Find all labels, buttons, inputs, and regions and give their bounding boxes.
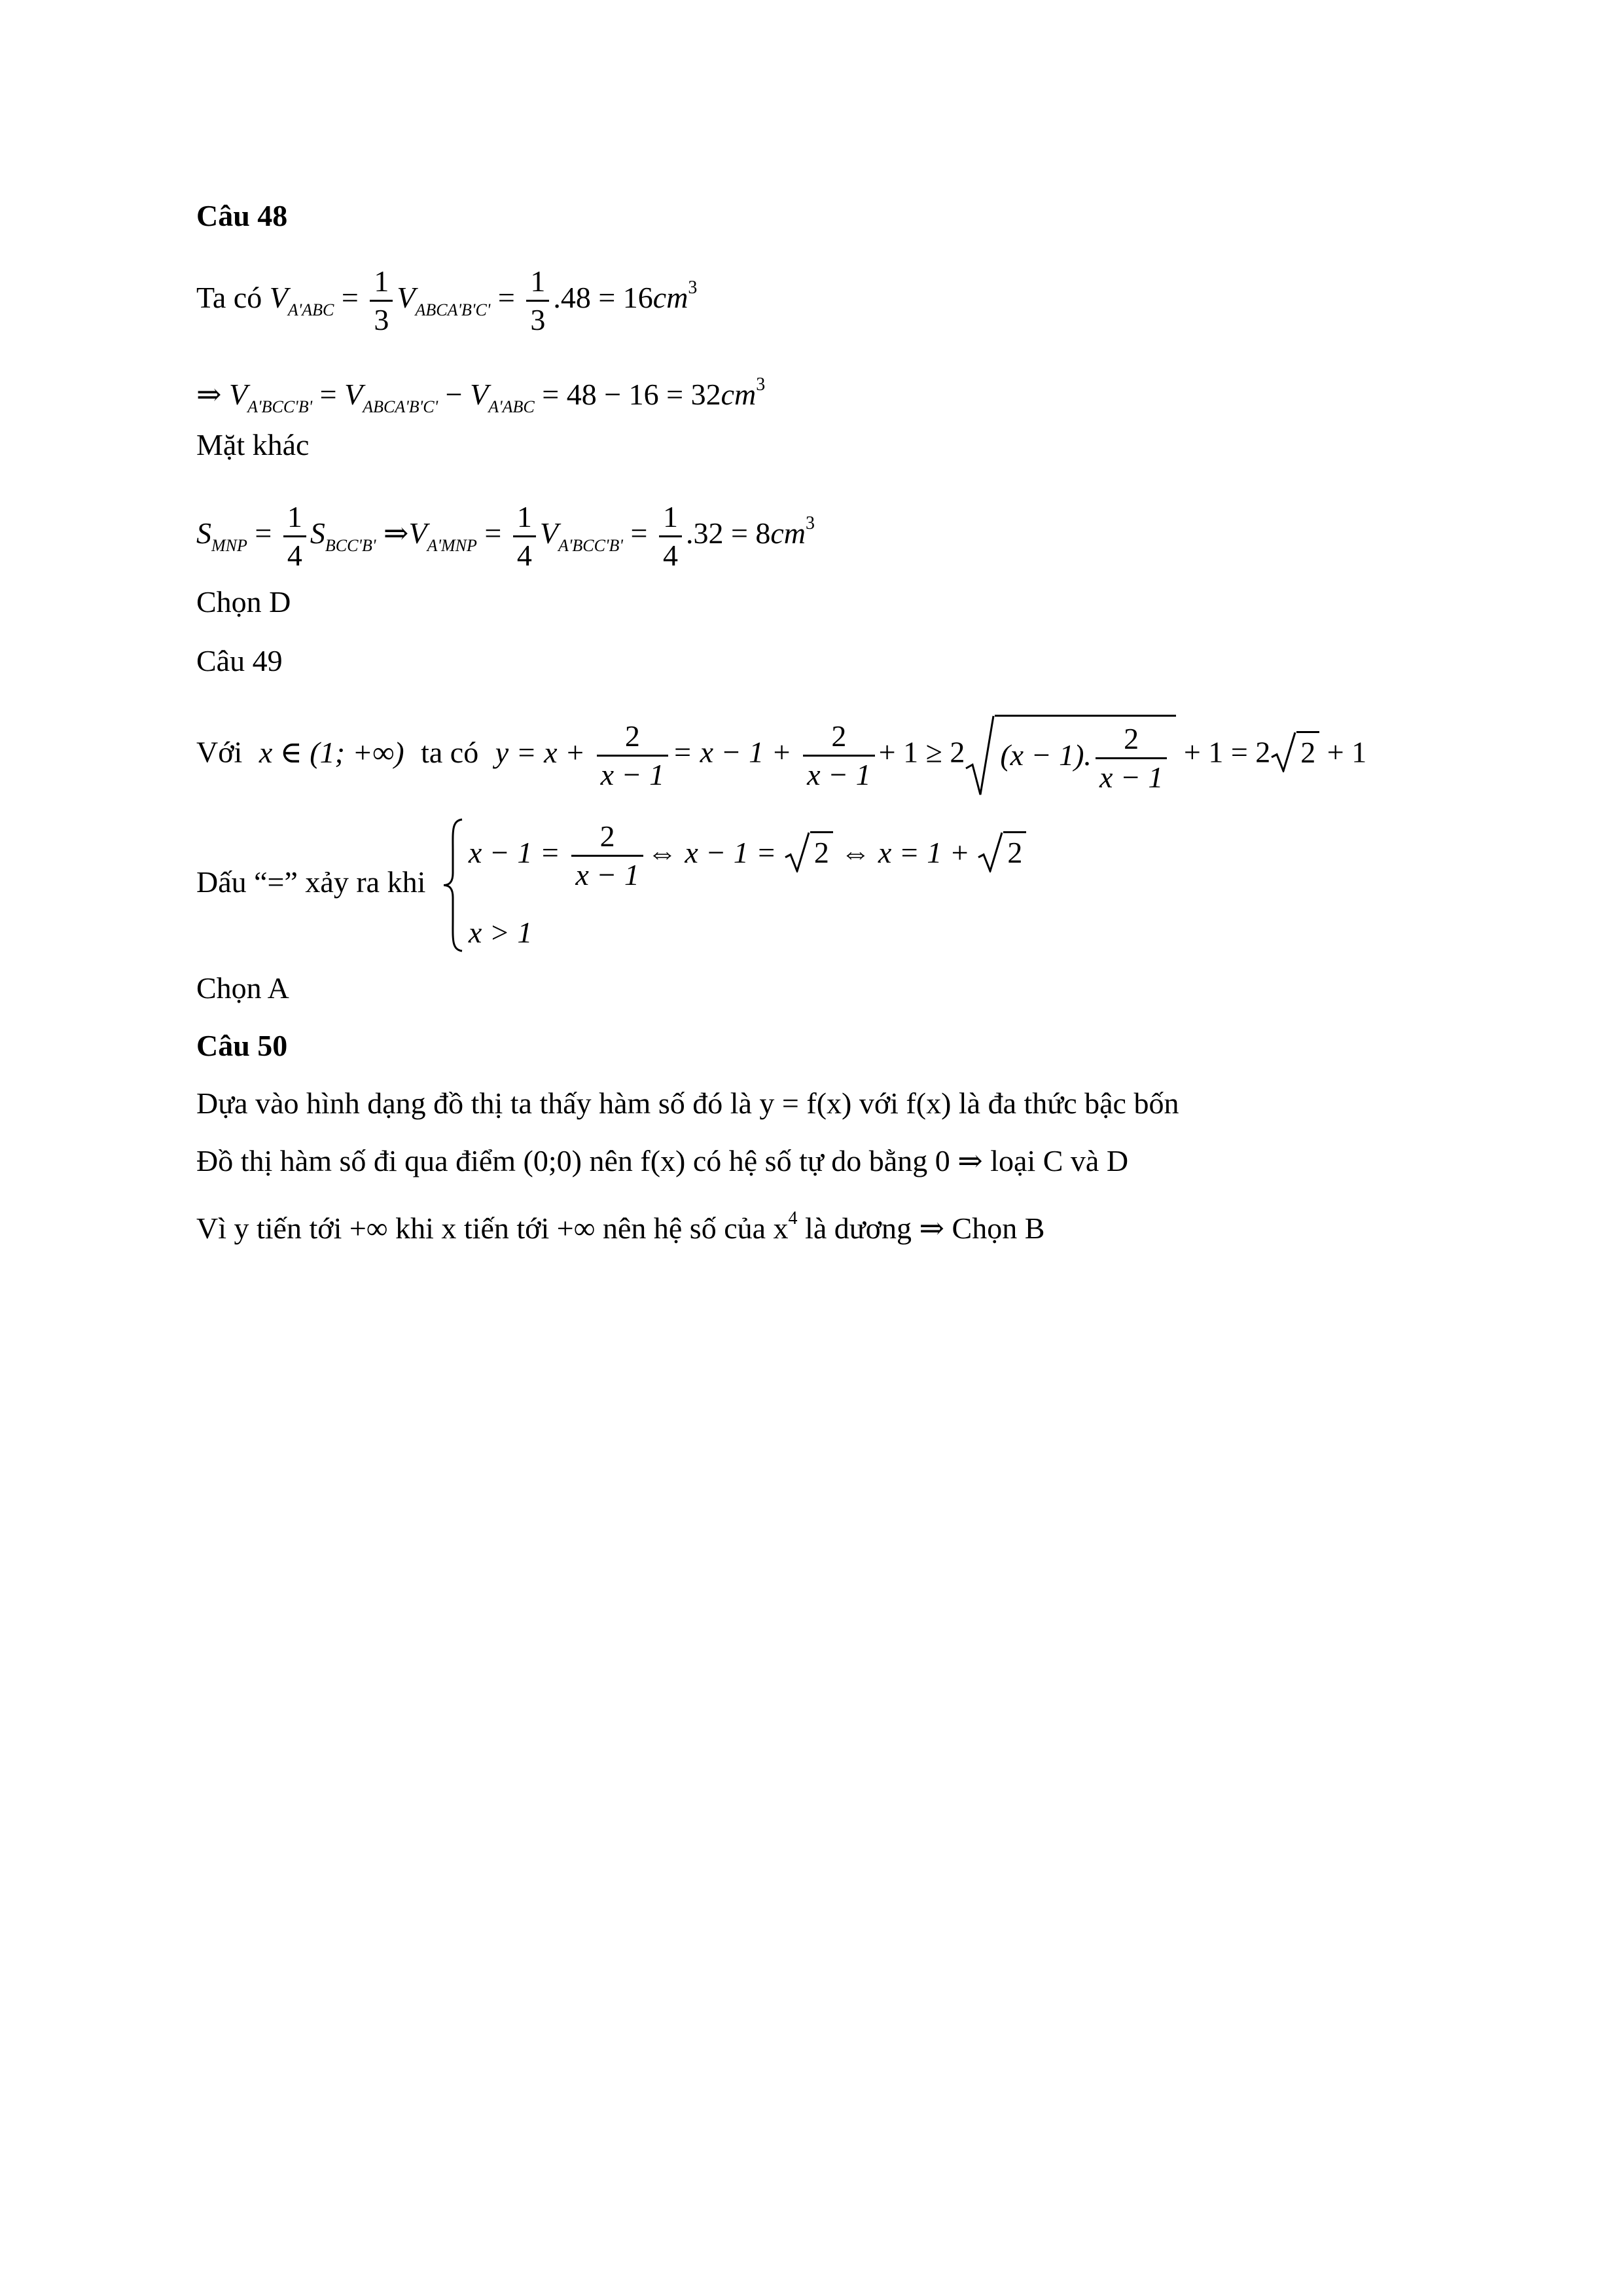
q48-eq3-implies: ⇒ — [383, 516, 409, 550]
q49-eq2-lead: Dấu “=” xảy ra khi — [196, 865, 426, 899]
q48-eq3-s2: S — [310, 516, 325, 550]
q49-equation-2 — [196, 818, 1026, 952]
q48-eq3-v1: V — [408, 516, 427, 550]
q48-answer: Chọn D — [196, 585, 291, 619]
q49-eq2-system — [442, 818, 1026, 952]
q48-eq2-sub3: A'ABC — [488, 397, 535, 416]
radical-sign-icon — [965, 715, 995, 796]
q49-eq2-sqrt-b: 2 — [977, 831, 1026, 872]
q50-line-3-a: Vì y tiến tới +∞ khi x tiến tới +∞ nên hệ số của x — [196, 1211, 789, 1245]
q48-eq3-s1: S — [196, 516, 211, 550]
q49-eq1-tail2: + 1 — [1327, 735, 1367, 769]
q48-eq3-eq3: = — [630, 516, 648, 550]
q48-eq1-frac2: $\frac{1}{3}$ — [526, 263, 549, 338]
q48-eq1-eq2: = — [497, 281, 515, 315]
q48-eq2-v1: V — [229, 378, 248, 411]
q50-line-1: Dựa vào hình dạng đồ thị ta thấy hàm số đó là y = f(x) với f(x) là đa thức bậc bốn — [196, 1086, 1179, 1120]
q49-eq1-tail1: + 1 = 2 — [1183, 735, 1271, 769]
q48-eq2-exp: 3 — [756, 374, 766, 395]
q49-equation-1 — [196, 715, 1366, 796]
q49-eq1-sqrt: (x − 1). $\frac{2}{x - 1}$ — [965, 715, 1176, 796]
q48-eq3-frac2: $\frac{1}{4}$ — [513, 499, 536, 574]
q49-eq2-row2: x > 1 — [468, 916, 533, 949]
q48-equation-3 — [196, 499, 815, 574]
q49-eq1-frac1: $\frac{2}{x - 1}$ — [597, 718, 668, 793]
q49-eq2-sqrt-a: 2 — [784, 831, 833, 872]
q48-eq2-sub2: ABCA'B'C' — [363, 397, 438, 416]
q48-eq3-sub3: A'MNP — [427, 536, 477, 556]
q49-eq1-ta-co: ta có — [421, 735, 479, 769]
q50-line-3 — [196, 1199, 1044, 1248]
q48-eq2-implies: ⇒ — [196, 378, 222, 411]
q48-eq1-lead: Ta có — [196, 281, 262, 315]
left-brace-icon — [442, 818, 465, 952]
q48-eq3-sub2: BCC'B' — [325, 536, 376, 556]
q49-eq2-iff1: ⇔ x − 1 = — [647, 836, 777, 870]
q48-eq1-v: V — [269, 281, 288, 315]
q48-eq2-rest: = 48 − 16 = 32 — [542, 378, 721, 411]
q48-eq1-rest: .48 = 16 — [553, 281, 653, 315]
q50-line-2: Đồ thị hàm số đi qua điểm (0;0) nên f(x) có hệ số tự do bằng 0 ⇒ loại C và D — [196, 1144, 1129, 1177]
q50-line-3-b: là dương ⇒ Chọn B — [797, 1211, 1045, 1245]
q49-eq1-mid: = x − 1 + — [672, 735, 792, 769]
q48-eq1-frac1: $\frac{1}{3}$ — [370, 263, 393, 338]
q48-eq2-v3: V — [470, 378, 489, 411]
q48-eq2-sub1: A'BCC'B' — [247, 397, 313, 416]
q48-eq2-minus: − — [445, 378, 463, 411]
q49-eq2-iff2: ⇔ x = 1 + — [840, 836, 970, 870]
q50-heading: Câu 50 — [196, 1029, 288, 1062]
q48-eq3-v2: V — [539, 516, 558, 550]
q49-eq1-ge: + 1 ≥ 2 — [878, 735, 965, 769]
q49-eq1-sqrt2: 2 — [1270, 731, 1319, 772]
q48-eq3-eq1: = — [255, 516, 272, 550]
q48-eq3-exp: 3 — [806, 513, 815, 534]
q49-eq1-frac2: $\frac{2}{x - 1}$ — [803, 718, 874, 793]
radical-sign-icon — [977, 831, 1003, 872]
q49-eq1-voi: Với — [196, 735, 243, 769]
q48-heading: Câu 48 — [196, 199, 288, 232]
q49-eq2-frac: $\frac{2}{x - 1}$ — [571, 818, 643, 893]
q49-answer: Chọn A — [196, 971, 289, 1005]
q48-eq2-eq: = — [319, 378, 337, 411]
q49-eq1-frac3: $\frac{2}{x - 1}$ — [1096, 721, 1167, 796]
q48-mat-khac: Mặt khác — [196, 428, 310, 461]
q49-eq1-domain: x ∈ (1; +∞) — [259, 735, 404, 769]
radical-sign-icon — [784, 831, 810, 872]
q48-equation-2 — [196, 365, 765, 427]
q48-eq2-v2: V — [344, 378, 363, 411]
q48-eq3-sub4: A'BCC'B' — [558, 536, 623, 556]
radical-sign-icon — [1270, 731, 1296, 772]
q48-eq1-unit: cm — [652, 281, 688, 315]
q48-eq3-rest: .32 = 8 — [685, 516, 771, 550]
q48-eq3-sub1: MNP — [211, 536, 247, 556]
q48-eq1-eq1: = — [341, 281, 359, 315]
q48-equation-1 — [196, 263, 697, 338]
q48-eq1-exp: 3 — [688, 278, 698, 298]
q48-eq2-unit: cm — [721, 378, 757, 411]
q49-eq2-row1: x − 1 = $\frac{2}{x - 1}$ ⇔ x − 1 = 2 ⇔ x = 1 + 2 — [469, 818, 1026, 893]
q49-eq1-y: y = x + — [495, 735, 586, 769]
q48-eq3-frac1: $\frac{1}{4}$ — [283, 499, 306, 574]
q48-eq3-frac3: $\frac{1}{4}$ — [659, 499, 682, 574]
q48-eq3-unit: cm — [770, 516, 806, 550]
q48-eq1-sub1: A'ABC — [287, 300, 334, 320]
q50-line-3-sup: 4 — [788, 1208, 798, 1229]
q49-heading: Câu 49 — [196, 644, 283, 677]
q48-eq1-v2: V — [397, 281, 416, 315]
q48-eq3-eq2: = — [484, 516, 502, 550]
q48-eq1-sub2: ABCA'B'C' — [415, 300, 491, 320]
